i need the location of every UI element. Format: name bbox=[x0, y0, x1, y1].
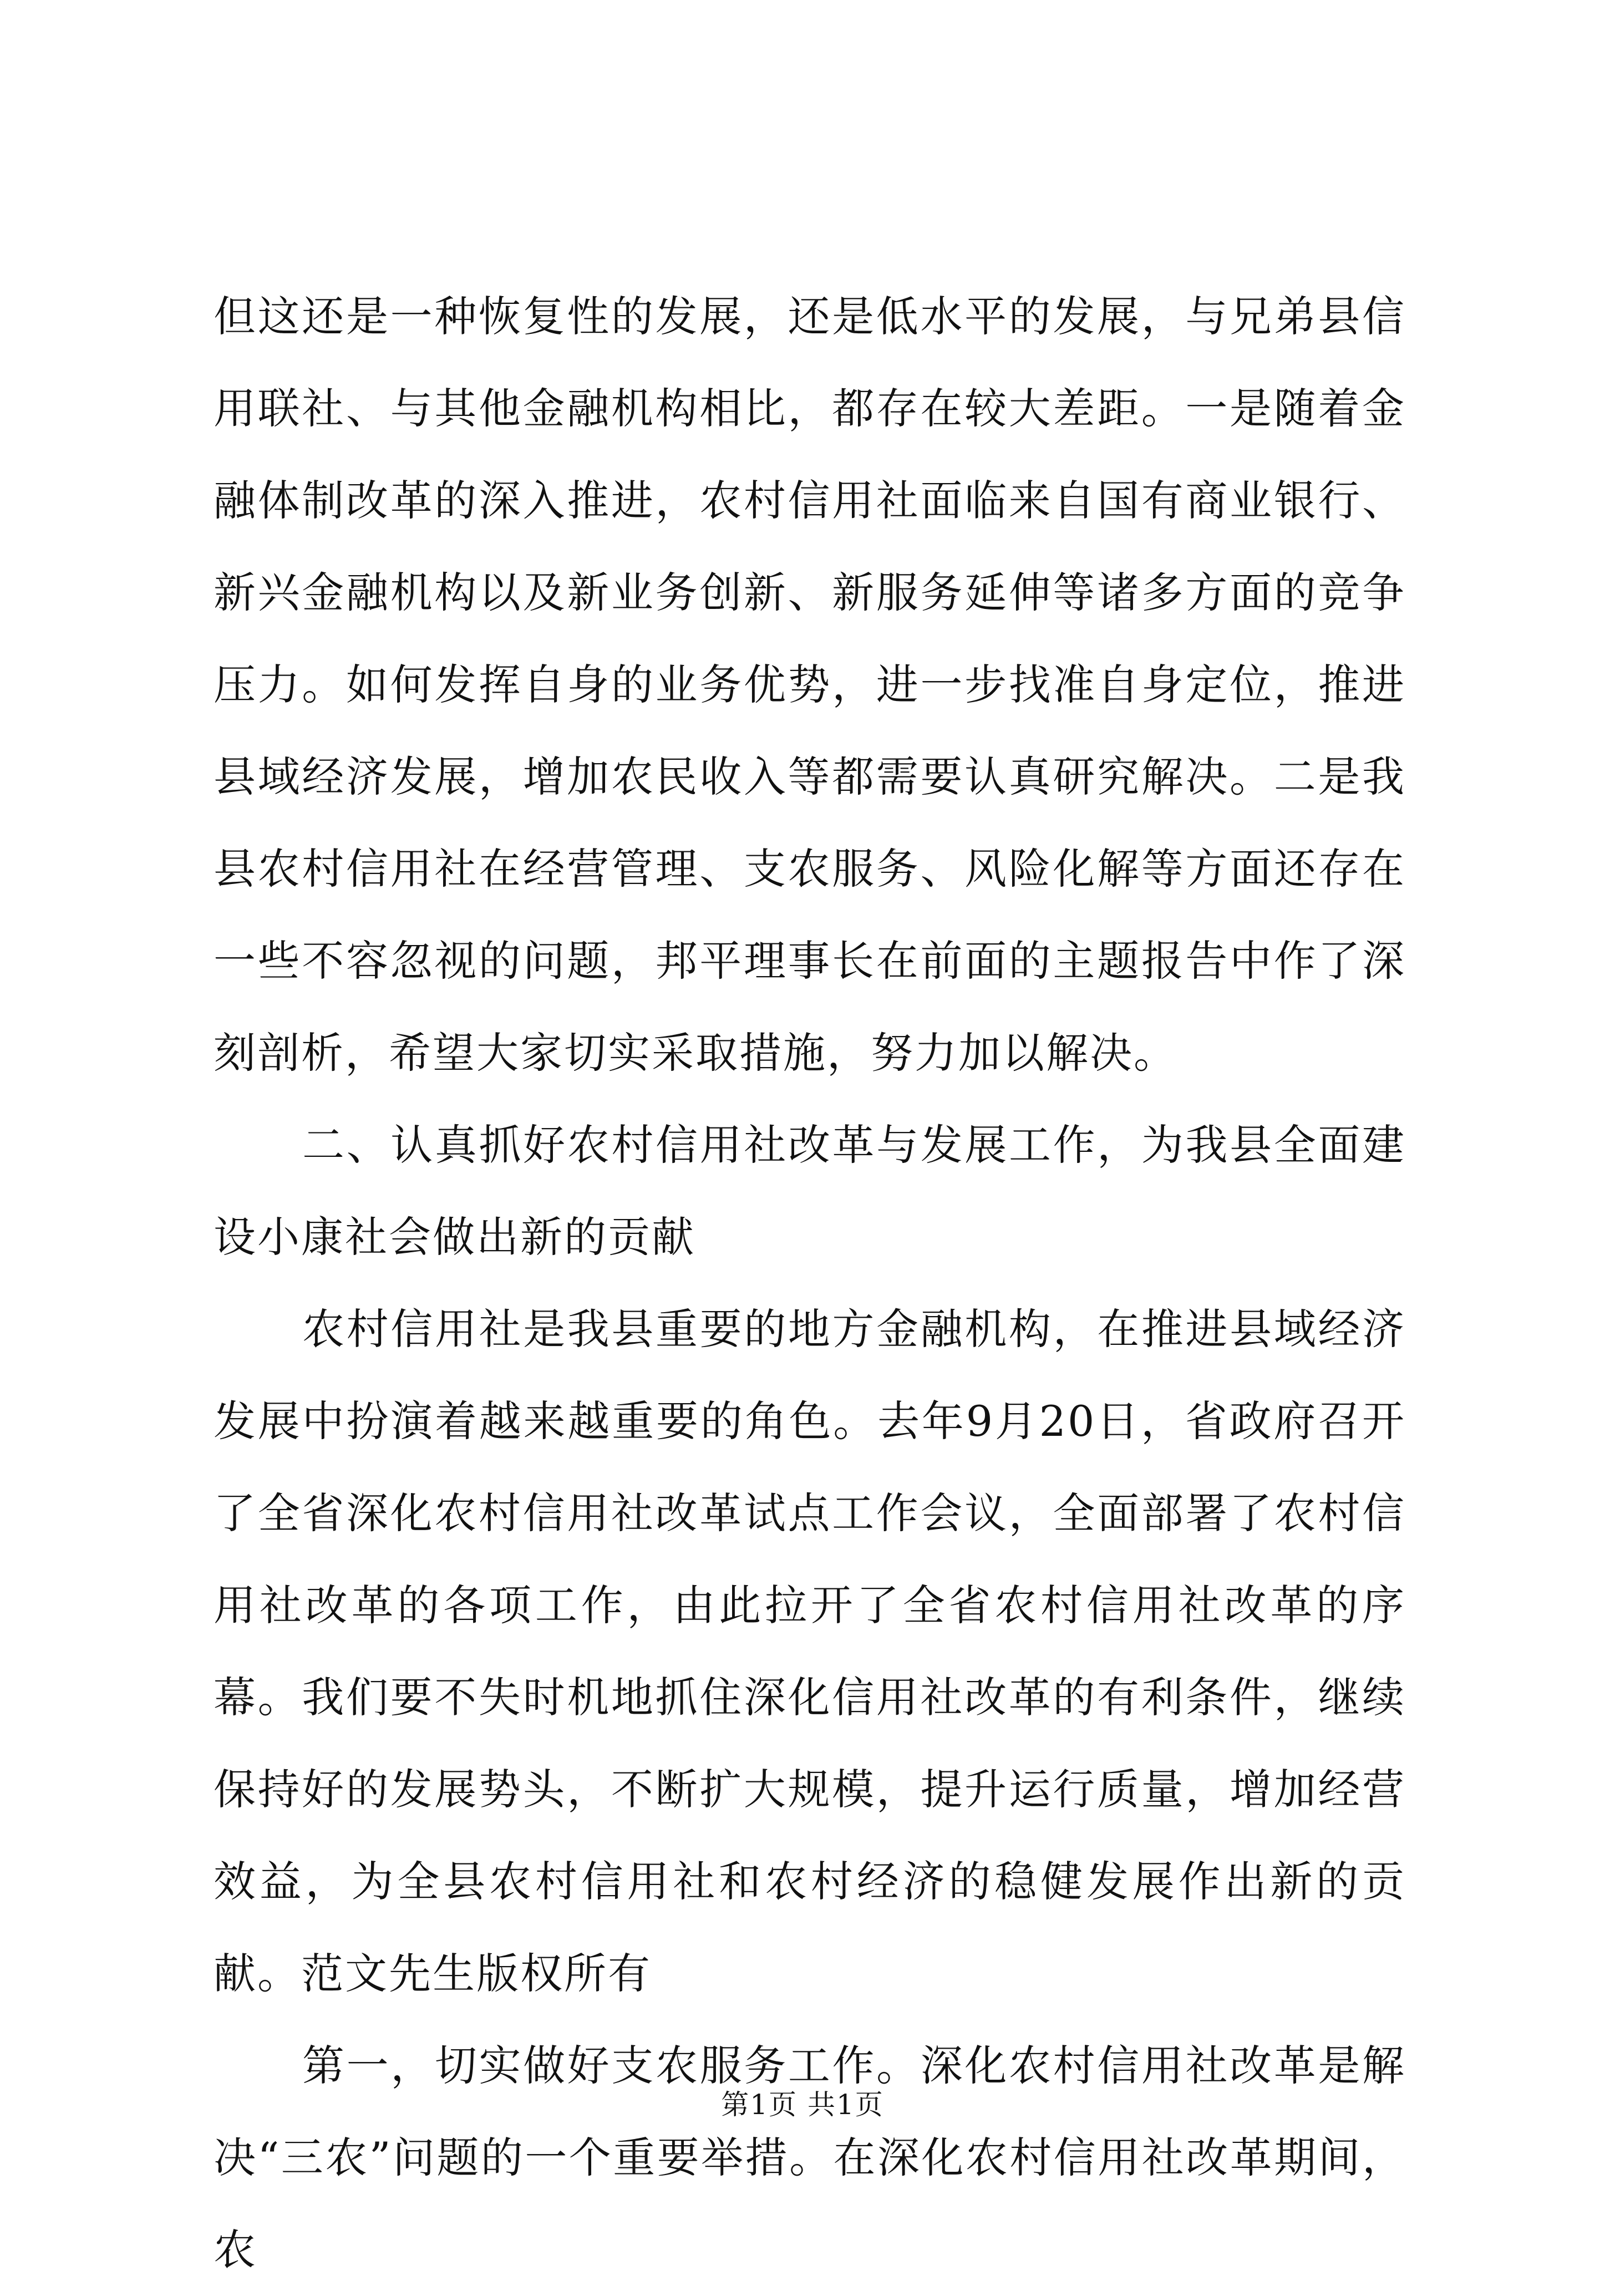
page-number-footer: 第1页 共1页 bbox=[721, 2089, 884, 2121]
paragraph-1: 但这还是一种恢复性的发展，还是低水平的发展，与兄弟县信用联社、与其他金融机构相比，都存在较大差距。一是随着金融体制改革的深入推进，农村信用社面临来自国有商业银行、新兴金融机构以及新业务创新、新服务延伸等诸多方面的竞争压力。如何发挥自身的业务优势，进一步找准自身定位，推进县域经济发展，增加农民收入等都需要认真研究解决。二是我县农村信用社在经营管理、支农服务、风险化解等方面还存在一些不容忽视的问题，邦平理事长在前面的主题报告中作了深刻剖析，希望大家切实采取措施，努力加以解决。 bbox=[214, 292, 1406, 1078]
paragraph-3: 农村信用社是我县重要的地方金融机构，在推进县域经济发展中扮演着越来越重要的角色。去年9月20日，省政府召开了全省深化农村信用社改革试点工作会议，全面部署了农村信用社改革的各项工作，由此拉开了全省农村信用社改革的序幕。我们要不失时机地抓住深化信用社改革的有利条件，继续保持好的发展势头，不断扩大规模，提升运行质量，增加经营效益，为全县农村信用社和农村经济的稳健发展作出新的贡献。范文先生版权所有 bbox=[214, 1304, 1406, 1998]
document-body bbox=[214, 271, 1406, 2296]
section-heading-2: 二、认真抓好农村信用社改革与发展工作，为我县全面建设小康社会做出新的贡献 bbox=[214, 1120, 1406, 1262]
paragraph-4: 第一，切实做好支农服务工作。深化农村信用社改革是解决“三农”问题的一个重要举措。在深化农村信用社改革期间，农 bbox=[214, 2041, 1406, 2274]
